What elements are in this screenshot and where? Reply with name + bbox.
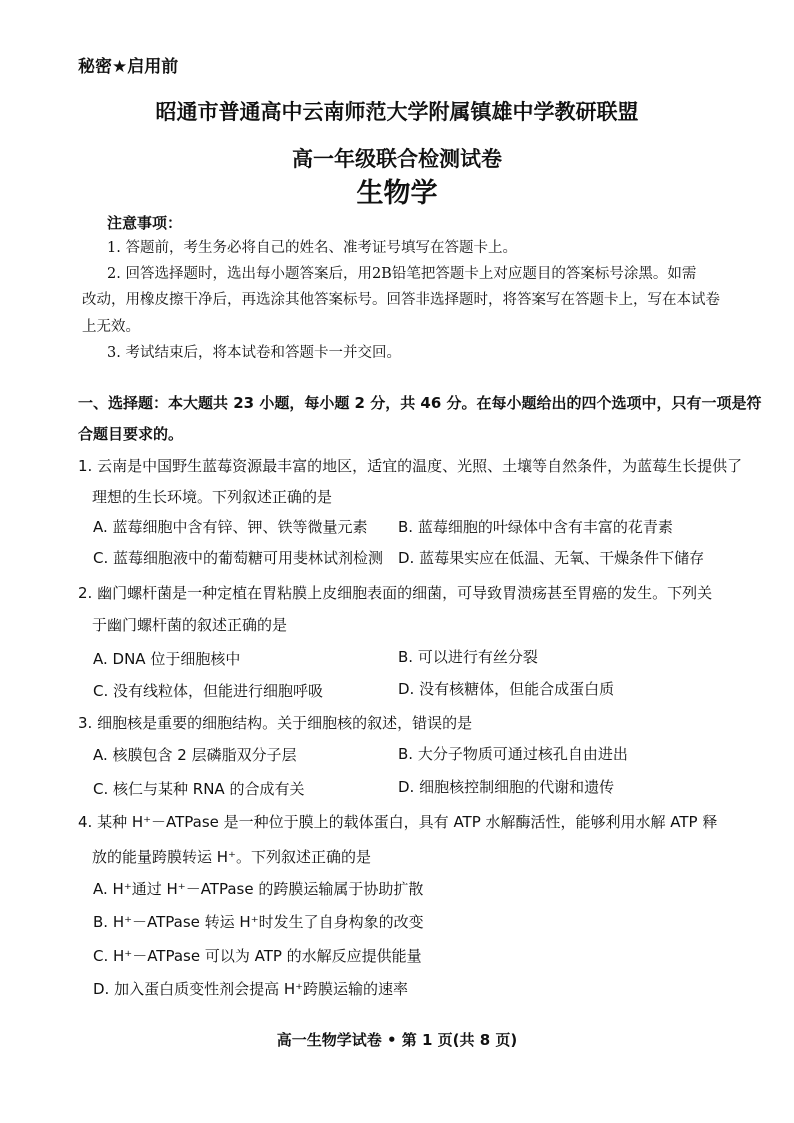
q1-option-d: D. 蓝莓果实应在低温、无氧、干燥条件下储存 — [398, 549, 705, 567]
notes-title: 注意事项： — [107, 214, 183, 232]
note-1: 1. 答题前，考生务必将自己的姓名、准考证号填写在答题卡上。 — [107, 240, 517, 256]
q3-option-c: C. 核仁与某种 RNA 的合成有关 — [93, 780, 305, 798]
exam-title: 高一年级联合检测试卷 — [292, 147, 502, 171]
q4-option-d: D. 加入蛋白质变性剂会提高 H⁺跨膜运输的速率 — [93, 980, 409, 998]
q2-stem-line-2: 于幽门螺杆菌的叙述正确的是 — [92, 616, 288, 634]
q3-option-d: D. 细胞核控制细胞的代谢和遗传 — [398, 778, 615, 796]
q2-stem-line-1: 2. 幽门螺杆菌是一种定植在胃粘膜上皮细胞表面的细菌，可导致胃溃疡甚至胃癌的发生。下列关 — [78, 584, 713, 602]
q1-stem-line-1: 1. 云南是中国野生蓝莓资源最丰富的地区，适宜的温度、光照、土壤等自然条件，为蓝莓生长提供了 — [78, 457, 743, 475]
q3-option-b: B. 大分子物质可通过核孔自由进出 — [398, 745, 628, 763]
q4-option-a: A. H⁺通过 H⁺－ATPase 的跨膜运输属于协助扩散 — [93, 880, 424, 898]
q1-option-a: A. 蓝莓细胞中含有锌、钾、铁等微量元素 — [93, 518, 368, 536]
q1-stem-line-2: 理想的生长环境。下列叙述正确的是 — [92, 488, 333, 506]
note-3: 3. 考试结束后，将本试卷和答题卡一并交回。 — [107, 345, 401, 361]
section-header-line-1: 一、选择题：本大题共 23 小题，每小题 2 分，共 46 分。在每小题给出的四个选项中，只有一项是符 — [78, 394, 762, 412]
q2-option-d: D. 没有核糖体，但能合成蛋白质 — [398, 680, 615, 698]
q4-stem-line-1: 4. 某种 H⁺－ATPase 是一种位于膜上的载体蛋白，具有 ATP 水解酶活性，能够利用水解 ATP 释 — [78, 813, 718, 831]
note-2-line-1: 2. 回答选择题时，选出每小题答案后，用2B铅笔把答题卡上对应题目的答案标号涂黑。如需 — [107, 266, 697, 282]
q3-option-a: A. 核膜包含 2 层磷脂双分子层 — [93, 746, 297, 764]
secret-label: 秘密★启用前 — [78, 57, 179, 77]
q2-option-c: C. 没有线粒体，但能进行细胞呼吸 — [93, 682, 324, 700]
q4-option-c: C. H⁺－ATPase 可以为 ATP 的水解反应提供能量 — [93, 947, 422, 965]
note-2-line-2: 改动，用橡皮擦干净后，再选涂其他答案标号。回答非选择题时，将答案写在答题卡上，写在本试卷 — [82, 292, 720, 308]
note-2-line-3: 上无效。 — [82, 319, 140, 335]
q1-option-b: B. 蓝莓细胞的叶绿体中含有丰富的花青素 — [398, 518, 673, 536]
organization-title: 昭通市普通高中云南师范大学附属镇雄中学教研联盟 — [155, 100, 639, 124]
q2-option-a: A. DNA 位于细胞核中 — [93, 650, 241, 668]
q1-option-c: C. 蓝莓细胞液中的葡萄糖可用斐林试剂检测 — [93, 549, 384, 567]
page-footer: 高一生物学试卷 • 第 1 页(共 8 页) — [276, 1031, 518, 1049]
q2-option-b: B. 可以进行有丝分裂 — [398, 648, 538, 666]
q4-option-b: B. H⁺－ATPase 转运 H⁺时发生了自身构象的改变 — [93, 913, 424, 931]
q3-stem: 3. 细胞核是重要的细胞结构。关于细胞核的叙述，错误的是 — [78, 714, 473, 732]
section-header-line-2: 合题目要求的。 — [78, 425, 184, 443]
subject-title: 生物学 — [356, 178, 438, 209]
q4-stem-line-2: 放的能量跨膜转运 H⁺。下列叙述正确的是 — [92, 848, 371, 866]
